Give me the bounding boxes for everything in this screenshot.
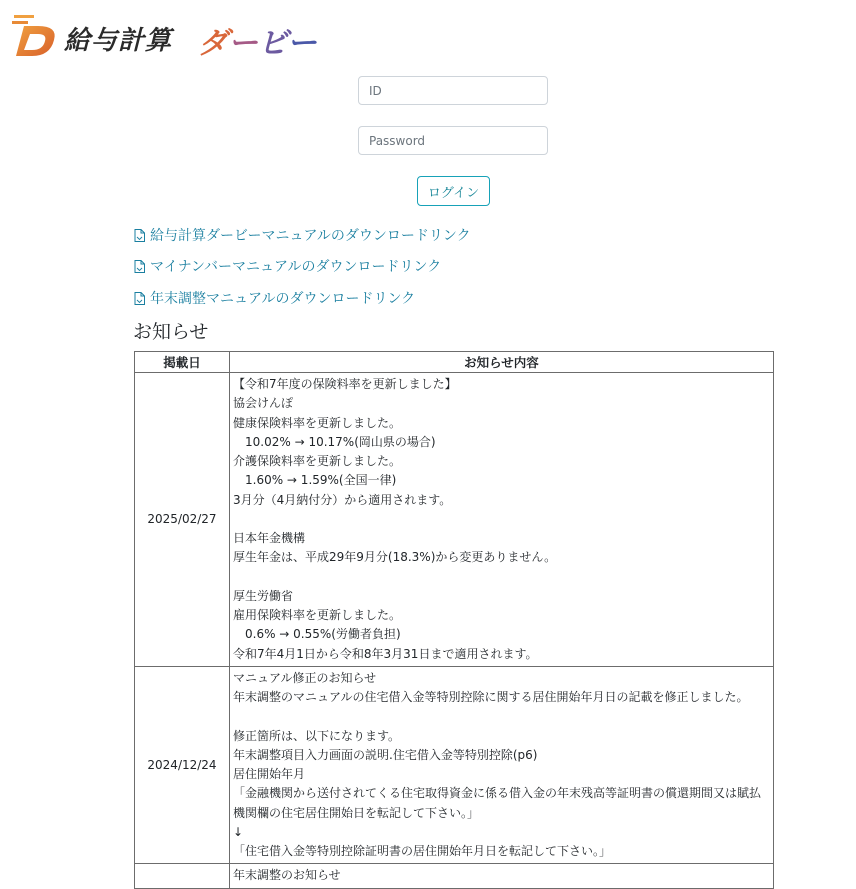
document-icon <box>134 229 145 242</box>
notice-content <box>230 666 774 864</box>
notices-header-row <box>135 352 774 373</box>
notice-line: ↓ <box>233 824 244 839</box>
notice-line: マニュアル修正のお知らせ <box>233 670 377 685</box>
notice-line: 介護保険料率を更新しました。 <box>233 454 402 468</box>
notice-row <box>135 864 774 888</box>
notice-date <box>135 864 230 888</box>
notice-line: 「住宅借入金等特別控除証明書の居住開始年月日を転記して下さい。」 <box>233 844 612 858</box>
notice-content <box>230 864 774 888</box>
notice-line: 1.60% → 1.59%(全国一律) <box>233 473 397 488</box>
notice-line: 厚生労働省 <box>233 588 294 603</box>
notice-line: 健康保険料率を更新しました。 <box>233 415 402 430</box>
notice-line: 0.6% → 0.55%(労働者負担) <box>233 627 401 642</box>
notice-row <box>135 373 774 667</box>
notice-row <box>135 666 774 864</box>
notice-line: 修正箇所は、以下になります。 <box>233 728 401 743</box>
brand-name-kanji: 給与計算 <box>64 26 173 56</box>
notice-line: 年末調整項目入力画面の説明.住宅借入金等特別控除(p6) <box>233 747 538 762</box>
notice-line: 「金融機関から送付されてくる住宅取得資金に係る借入金の年末残高等証明書の償還期間又は賦払機関欄の住宅居住開始日を転記して下さい。」 <box>233 786 762 820</box>
password-input[interactable] <box>358 126 548 155</box>
notice-line: 【令和7年度の保険料率を更新しました】 <box>233 377 457 391</box>
notice-line <box>233 568 771 587</box>
notice-line: 3月分（4月納付分）から適用されます。 <box>233 492 452 507</box>
notice-line: 10.02% → 10.17%(岡山県の場合) <box>233 434 436 449</box>
document-icon <box>134 260 145 273</box>
notice-content <box>230 373 774 667</box>
notice-line: 雇用保険料率を更新しました。 <box>233 608 402 622</box>
notice-line: 年末調整のお知らせ <box>233 868 341 883</box>
brand-name-kana: ダービー <box>198 26 317 61</box>
notice-line: 居住開始年月 <box>233 767 306 781</box>
id-input[interactable] <box>358 76 548 105</box>
download-link-label: マイナンバーマニュアルのダウンロードリンク <box>150 259 442 275</box>
notice-line: 令和7年4月1日から令和8年3月31日まで適用されます。 <box>233 646 538 661</box>
notice-line: 厚生年金は、平成29年9月分(18.3%)から変更ありません。 <box>233 550 557 565</box>
brand-logo[interactable] <box>12 12 322 61</box>
notice-line <box>233 510 771 529</box>
notices-heading: お知らせ <box>133 321 209 343</box>
notice-line: 年末調整のマニュアルの住宅借入金等特別控除に関する居住開始年月日の記載を修正しました。 <box>233 690 749 704</box>
download-link-derby-manual[interactable] <box>134 227 471 245</box>
notice-line: 日本年金機構 <box>233 531 306 545</box>
notice-date: 2024/12/24 <box>135 666 230 864</box>
notices-table <box>134 351 774 889</box>
notice-line: 協会けんぽ <box>233 396 294 411</box>
download-link-yearend-manual[interactable] <box>134 290 415 308</box>
column-header-date: 掲載日 <box>135 352 230 373</box>
d-logo-icon <box>12 12 62 58</box>
column-header-content: お知らせ内容 <box>230 352 774 373</box>
document-icon <box>134 292 145 305</box>
download-link-label: 年末調整マニュアルのダウンロードリンク <box>150 291 416 307</box>
download-link-label: 給与計算ダービーマニュアルのダウンロードリンク <box>150 228 471 244</box>
notice-line <box>233 707 771 726</box>
login-button[interactable]: ログイン <box>417 176 490 206</box>
notice-date: 2025/02/27 <box>135 373 230 667</box>
download-link-mynumber-manual[interactable] <box>134 258 441 276</box>
